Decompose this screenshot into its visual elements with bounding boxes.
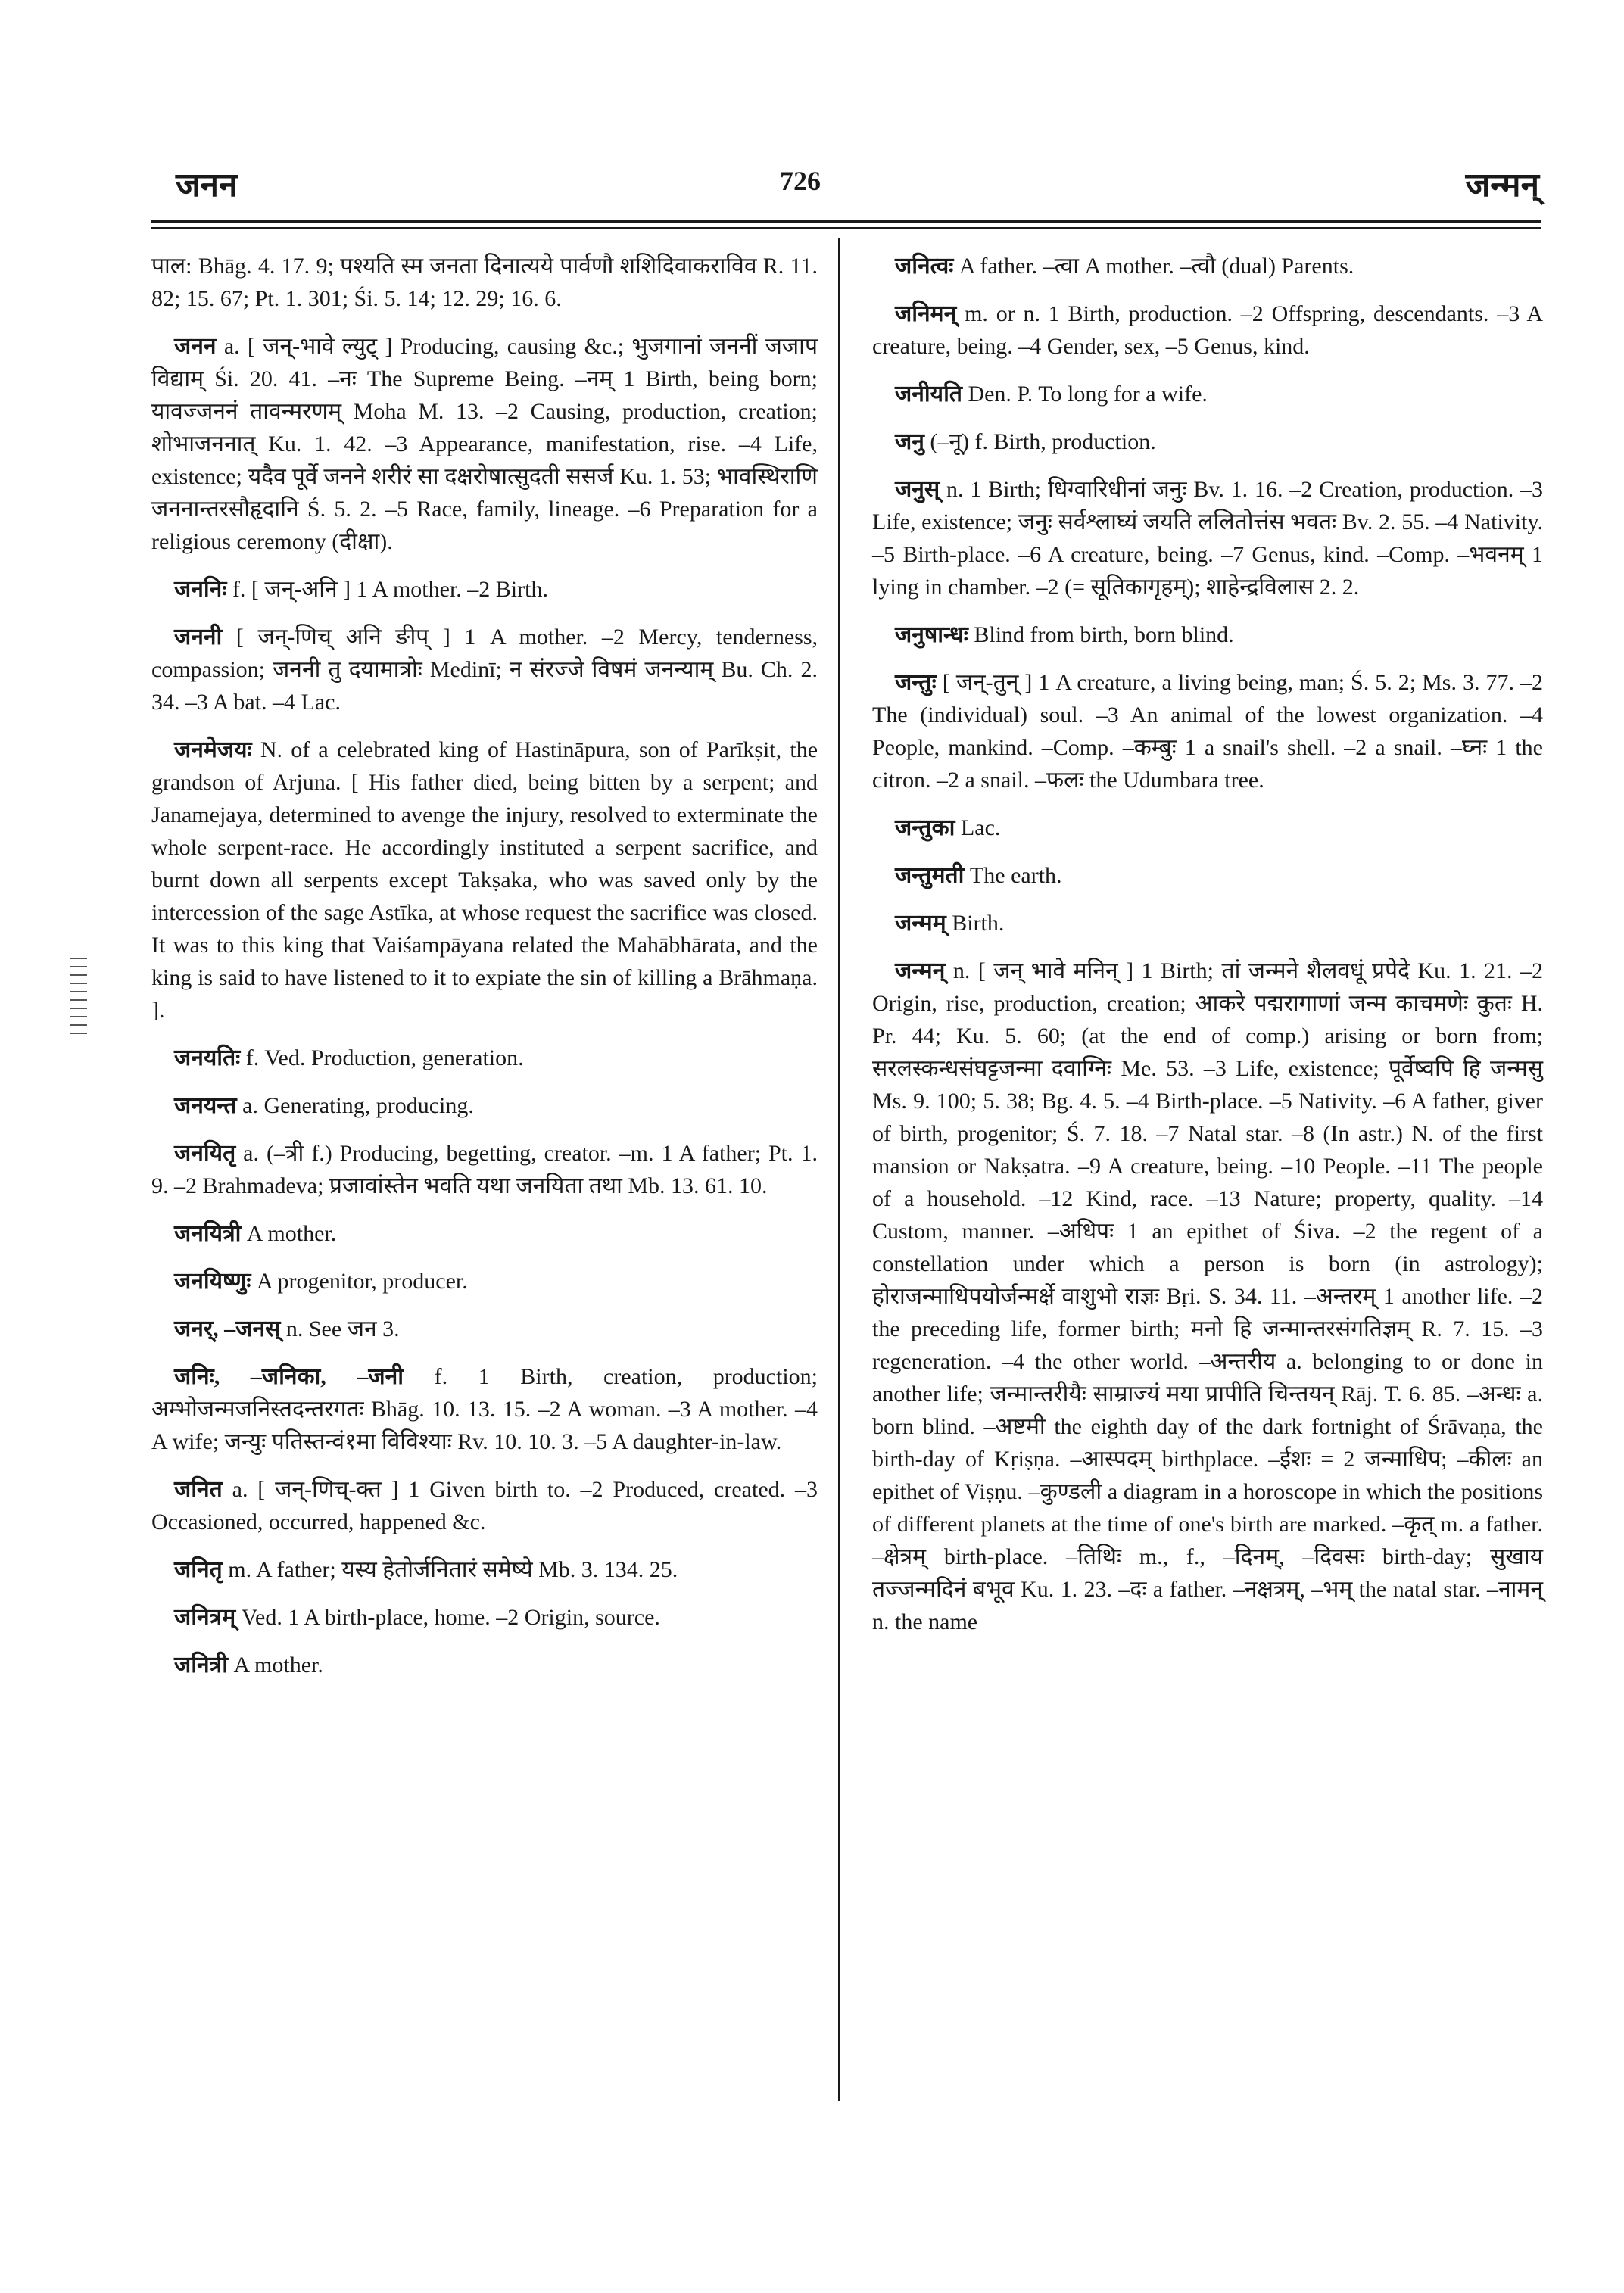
definition: a. [ जन्-णिच्-क्त ] 1 Given birth to. –2 Produced, created. –3 Occasioned, occurred, happened &c.: [151, 1477, 818, 1534]
dictionary-entry: [872, 250, 1543, 282]
headword: जनुस्: [895, 477, 940, 502]
headword: जनु: [895, 429, 924, 454]
dictionary-entry: [872, 618, 1543, 651]
dictionary-entry: [872, 812, 1543, 844]
definition: [ जन्-तुन् ] 1 A creature, a living being, man; Ś. 5. 2; Ms. 3. 77. –2 The (individual) soul. –3 An animal of the lowest organization. –4 People, mankind. –Comp. –कम्बुः 1 a snail's shell. –2 a snail. –घ्नः 1 the citron. –2 a snail. –फलः the Udumbara tree.: [872, 670, 1544, 793]
header-right-guide-word: जन्मन्: [1465, 167, 1539, 204]
headword: जनयित्री: [174, 1221, 242, 1246]
definition: A mother.: [233, 1653, 323, 1678]
definition: f. [ जन्-अनि ] 1 A mother. –2 Birth.: [232, 577, 548, 602]
definition: The earth.: [969, 863, 1062, 888]
headword: जनिमन्: [895, 301, 957, 326]
page-number: 726: [780, 166, 821, 196]
headword: जनित्रम्: [174, 1605, 236, 1630]
headword: जनित्री: [174, 1653, 229, 1678]
dictionary-entry: [151, 621, 818, 718]
definition: N. of a celebrated king of Hastināpura, son of Parīkṣit, the grandson of Arjuna. [ His father died, being bitten by a serpent; and Janamejaya, determined to avenge the injury, resolved to exterminate the whole serpent-race. He accordingly instituted a serpent sacrifice, and burnt down all serpents except Takṣaka, who was saved only by the intercession of the sage Astīka, at whose request the sacrifice was closed. It was to this king that Vaiśampāyana related the Mahābhārata, and the king is said to have listened to it to expiate the sin of killing a Brāhmaṇa. ].: [151, 737, 818, 1023]
definition: Birth.: [952, 911, 1005, 936]
headword: जननी: [174, 625, 223, 650]
dictionary-entry: [151, 1649, 818, 1681]
dictionary-entry: [872, 859, 1543, 892]
dictionary-entry: [872, 666, 1543, 796]
dictionary-entry: [151, 1601, 818, 1634]
definition: a. (–त्री f.) Producing, begetting, creator. –m. 1 A father; Pt. 1. 9. –2 Brahmadeva; प्रजावांस्तेन भवति यथा जनयिता तथा Mb. 13. 61. 10.: [151, 1141, 818, 1198]
dictionary-entry: [151, 1265, 818, 1298]
dictionary-entry: [151, 1313, 818, 1345]
headword: जनयन्त: [174, 1093, 237, 1118]
dictionary-entry: [872, 425, 1543, 458]
definition: A progenitor, producer.: [257, 1269, 468, 1294]
headword: जनयितृ: [174, 1141, 236, 1166]
dictionary-entry: [872, 473, 1543, 603]
definition: Den. P. To long for a wife.: [968, 382, 1208, 407]
dictionary-entry: [151, 1089, 818, 1122]
column-divider: [838, 238, 840, 2101]
definition: m. or n. 1 Birth, production. –2 Offspring, descendants. –3 A creature, being. –4 Gender, sex, –5 Genus, kind.: [872, 301, 1544, 359]
headword: जनन: [174, 334, 217, 359]
dictionary-entry: [151, 1473, 818, 1538]
headword: जन्तुमती: [895, 863, 965, 888]
definition: Lac.: [960, 815, 1001, 840]
definition: f. 1 Birth, creation, production; अम्भोजन्मजनिस्तदन्तरगतः Bhāg. 10. 13. 15. –2 A woman. –3 A mother. –4 A wife; जन्युः पतिस्तन्वं१मा विविश्याः Rv. 10. 10. 3. –5 A daughter-in-law.: [151, 1364, 818, 1454]
dictionary-entry: [151, 573, 818, 606]
headword: जनीयति: [895, 382, 962, 407]
headword: जननिः: [174, 577, 227, 602]
dictionary-entry: [872, 907, 1543, 939]
dictionary-entry: [151, 1137, 818, 1202]
headword: जनर्, –जनस्: [174, 1316, 281, 1341]
dictionary-entry: [151, 734, 818, 1027]
right-column: [872, 250, 1543, 1653]
headword: जनमेजयः: [174, 737, 252, 762]
dictionary-entry: [151, 1360, 818, 1458]
headword: जनित्वः: [895, 254, 954, 279]
headword: जन्तुका: [895, 815, 955, 840]
header-rule-thick: [151, 220, 1541, 223]
dictionary-entry: [151, 1553, 818, 1586]
definition: A mother.: [246, 1221, 337, 1246]
dictionary-entry: [151, 1217, 818, 1250]
headword: जनितृ: [174, 1557, 223, 1582]
headword: जन्तुः: [895, 670, 937, 695]
definition: n. 1 Birth; धिग्वारिधीनां जनुः Bv. 1. 16. –2 Creation, production. –3 Life, existence; जनुः सर्वश्लाघ्यं जयति ललितोत्तंस भवतः Bv. 2. 55. –4 Nativity. –5 Birth-place. –6 A creature, being. –7 Genus, kind. –Comp. –भवनम् 1 lying in chamber. –2 (= सूतिकागृहम्); शाहेन्द्रविलास 2. 2.: [872, 477, 1544, 600]
headword: जनित: [174, 1477, 223, 1502]
dictionary-entry: [151, 330, 818, 558]
definition: (–नू) f. Birth, production.: [930, 429, 1156, 454]
definition: a. [ जन्-भावे ल्युट् ] Producing, causing &c.; भुजगानां जननीं जजाप विद्याम् Śi. 20. 41. –नः The Supreme Being. –नम् 1 Birth, being born; यावज्जननं तावन्मरणम् Moha M. 13. –2 Causing, production, creation; शोभाजननात् Ku. 1. 42. –3 Appearance, manifestation, rise. –4 Life, existence; यदैव पूर्वे जनने शरीरं सा दक्षरोषात्सुदती ससर्ज Ku. 1. 53; भावस्थिराणि जननान्तरसौहृदानि Ś. 5. 2. –5 Race, family, lineage. –6 Preparation for a religious ceremony (दीक्षा).: [151, 334, 818, 554]
margin-marks: [70, 958, 87, 1041]
definition: [ जन्-णिच् अनि ङीप् ] 1 A mother. –2 Mercy, tenderness, compassion; जननी तु दयामात्रोः Medinī; न संरज्जे विषमं जनन्याम् Bu. Ch. 2. 34. –3 A bat. –4 Lac.: [151, 625, 818, 715]
dictionary-entry: [872, 298, 1543, 363]
definition: a. Generating, producing.: [242, 1093, 474, 1118]
definition: Blind from birth, born blind.: [974, 622, 1234, 647]
header-rule-thin: [151, 227, 1541, 229]
left-column: [151, 250, 818, 1696]
header-left-guide-word: जनन: [176, 167, 238, 204]
dictionary-entry: [872, 378, 1543, 410]
dictionary-entry: [872, 955, 1543, 1638]
headword: जन्मम्: [895, 911, 946, 936]
headword: जनिः, –जनिका, –जनी: [174, 1364, 404, 1389]
headword: जनयतिः: [174, 1045, 241, 1070]
definition: f. Ved. Production, generation.: [245, 1045, 524, 1070]
definition: A father. –त्वा A mother. –त्वौ (dual) Parents.: [959, 254, 1354, 279]
definition: Ved. 1 A birth-place, home. –2 Origin, source.: [241, 1605, 660, 1630]
headword: जनयिष्णुः: [174, 1269, 251, 1294]
dictionary-entry: [151, 1042, 818, 1074]
definition: n. See जन 3.: [285, 1316, 400, 1341]
headword: जन्मन्: [895, 958, 946, 983]
definition: n. [ जन् भावे मनिन् ] 1 Birth; तां जन्मने शैलवधूं प्रपेदे Ku. 1. 21. –2 Origin, rise, production, creation; आकरे पद्मरागाणां जन्म काचमणेः कुतः H. Pr. 44; Ku. 5. 60; (at the end of comp.) arising or born from; सरलस्कन्धसंघट्टजन्मा दवाग्निः Me. 53. –3 Life, existence; पूर्वेष्वपि हि जन्मसु Ms. 9. 100; 5. 38; Bg. 4. 5. –4 Birth-place. –5 Nativity. –6 A father, giver of birth, progenitor; Ś. 7. 18. –7 Natal star. –8 (In astr.) N. of the first mansion or Nakṣatra. –9 A creature, being. –10 People. –11 The people of a household. –12 Kind, race. –13 Nature; property, quality. –14 Custom, manner. –अधिपः 1 an epithet of Śiva. –2 the regent of a constellation under which a person is born (in astrology); होराजन्माधिपयोर्जन्मर्क्षे वाशुभो राज्ञः Bṛi. S. 34. 11. –अन्तरम् 1 another life. –2 the preceding life, former birth; मनो हि जन्मान्तरसंगतिज्ञम् R. 7. 15. –3 regeneration. –4 the other world. –अन्तरीय a. belonging to or done in another life; जन्मान्तरीयैः साम्राज्यं मया प्रापीति चिन्तयन् Rāj. T. 6. 85. –अन्धः a. born blind. –अष्टमी the eighth day of the dark fortnight of Śrāvaṇa, the birth-day of Kṛiṣṇa. –आस्पदम् birthplace. –ईशः = 2 जन्माधिप; –कीलः an epithet of Viṣṇu. –कुण्डली a diagram in a horoscope in which the positions of different planets at the time of one's birth are marked. –कृत् m. a father. –क्षेत्रम् birth-place. –तिथिः m., f., –दिनम्, –दिवसः birth-day; सुखाय तज्जन्मदिनं बभूव Ku. 1. 23. –दः a father. –नक्षत्रम्, –भम् the natal star. –नामन् n. the name: [872, 958, 1544, 1634]
headword: जनुषान्धः: [895, 622, 968, 647]
dictionary-entry: पाल: Bhāg. 4. 17. 9; पश्यति स्म जनता दिनात्यये पार्वणौ शशिदिवाकराविव R. 11. 82; 15. 67; Pt. 1. 301; Śi. 5. 14; 12. 29; 16. 6.: [151, 254, 818, 311]
definition: m. A father; यस्य हेतोर्जनितारं समेष्ये Mb. 3. 134. 25.: [228, 1557, 678, 1582]
